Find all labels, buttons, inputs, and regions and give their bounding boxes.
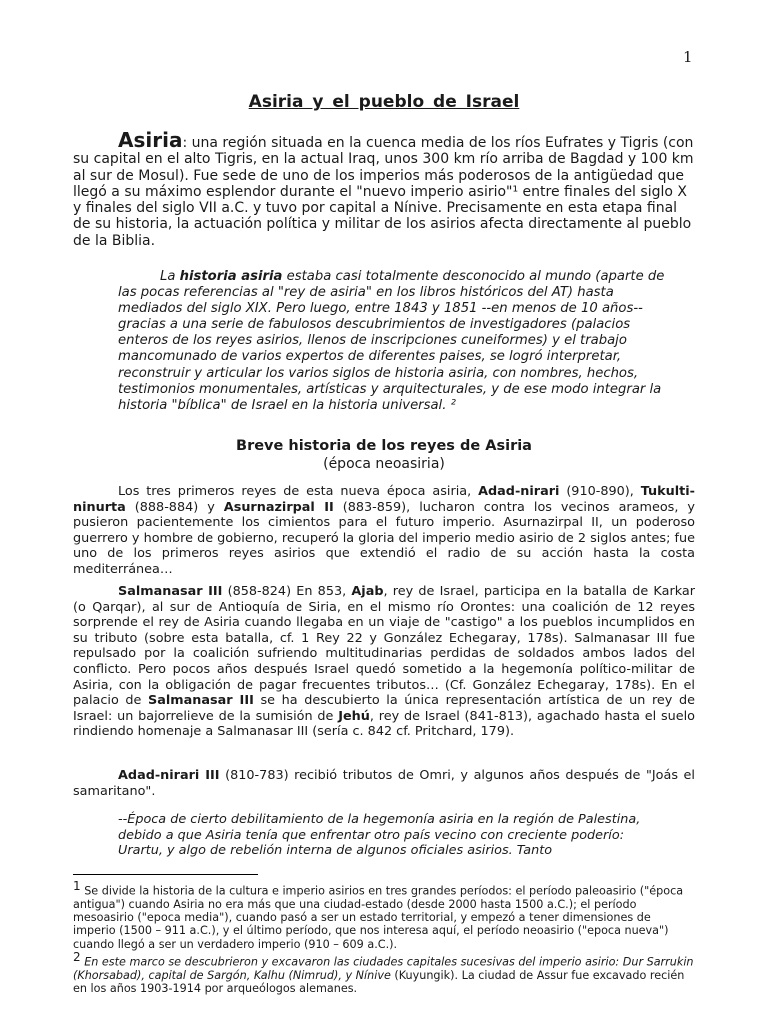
p1-text-g: (883-859), lucharon contra los vecinos arameos, y pusieron pacientemente los cimientos para el futuro imperio. Asurnazirpal II, un poderoso guerrero y hombre de gobierno, recuperó la gloria del imperio medio asirio de 2 siglos antes; fue uno de los primeros reyes asirios que extendió el radio de su acción hasta la costa mediterránea… <box>73 499 695 577</box>
intro-term: Asiria <box>118 128 183 152</box>
p1-text-e: (888-884) y <box>125 499 224 515</box>
page-title: Asiria y el pueblo de Israel <box>248 92 520 112</box>
p2-king-ajab: Ajab <box>351 584 384 599</box>
intro-paragraph <box>73 128 695 249</box>
footnote-2-italic-text: En este marco se descubrieron y excavaron las ciudades capitales sucesivas del imperio asirio: Dur Sarrukin (Khorsabad), capital de Sargón, Kalhu (Nimrud), y Nínive <box>73 955 694 982</box>
p1-king-tukulti-ninurta: Tukulti-ninurta <box>73 484 695 515</box>
footnote-1 <box>73 880 695 951</box>
quote-text: estaba casi totalmente desconocido al mundo (aparte de las pocas referencias al "rey de asiria" en los libros históricos del AT) hasta mediados del siglo XIX. Pero luego, entre 1843 y 1851 --en menos de 10 años--gracias a una serie de fabulosos descubrimientos de investigadores (palacios enteros de los reyes asirios, llenos de inscripciones cuneiformes) y el trabajo mancomunado de varios expertos de diferentes paises, se logró interpretar, reconstruir y articular los varios siglos de historia asiria, con nombres, hechos, testimonios monumentales, artísticas y arquitecturales, y de ese modo integrar la historia "bíblica" de Israel en la historia universal. ² <box>118 269 665 413</box>
paragraph-weakening-era: --Época de cierto debilitamiento de la hegemonía asiria en la región de Palestina, debido a que Asiria tenía que enfrentar otro país vecino con creciente poderío: Urartu, y algo de rebelión interna de algunos oficiales asirios. Tanto <box>118 812 641 859</box>
p1-king-asurnazirpal: Asurnazirpal II <box>223 499 334 515</box>
paragraph-adad-nirari-iii <box>73 768 695 799</box>
p1-text-a: Los tres primeros reyes de esta nueva época asiria, <box>118 484 479 499</box>
p2-king-jehu: Jehú <box>338 708 370 724</box>
intro-text: : una región situada en la cuenca media de los ríos Eufrates y Tigris (con su capital en el alto Tigris, en la actual Iraq, unos 300 km río arriba de Bagdad y 100 km al sur de Mosul). Fue sede de uno de los imperios más poderosos de la antigüedad que llegó a su máximo esplendor durante el "nuevo imperio asirio"¹ entre finales del siglo X y finales del siglo VII a.C. y tuvo por capital a Nínive. Precisamente en esta etapa final de su historia, la actuación política y militar de los asirios afecta directamente al pueblo de la Biblia. <box>73 135 694 249</box>
p2-king-salmanasar-2: Salmanasar III <box>148 693 254 709</box>
p1-king-adad-nirari: Adad-nirari <box>478 484 560 499</box>
quote-lead: La <box>160 269 180 284</box>
footnote-2-marker: 2 <box>73 950 81 964</box>
p2-text-b: (858-824) En 853, <box>222 584 352 599</box>
p2-king-salmanasar: Salmanasar III <box>118 584 223 599</box>
page-number: 1 <box>683 48 693 66</box>
footnote-2 <box>73 951 695 995</box>
footnote-2-text: (Kuyungik). La ciudad de Assur fue excavado recién en los años 1903-1914 por arqueólogos alemanes. <box>73 968 685 996</box>
p2-text-f: se ha descubierto la única representación artística de un rey de Israel: un bajorrelieve de la sumisión de <box>73 693 695 724</box>
quote-paragraph <box>118 269 666 414</box>
p3-text-b: (810-783) recibió tributos de Omri, y algunos años después de "Joás el samaritano". <box>73 768 695 799</box>
quote-term: historia asiria <box>179 269 283 284</box>
footnote-1-text: Se divide la historia de la cultura e imperio asirios en tres grandes períodos: el período paleoasirio ("época antigua") cuando Asiria no era más que una ciudad-estado (desde 2000 hasta 1500 a.C.); el período mesoasirio ("epoca media"), cuando pasó a ser un estado territorial, y empezó a tener dimensiones de imperio (1500 – 911 a.C.), y el último período, que nos interesa aquí, el período neoasirio ("epoca nueva") cuando llegó a ser un verdadero imperio (910 – 609 a.C.). <box>73 884 684 951</box>
footnote-1-marker: 1 <box>73 879 81 893</box>
section-subtitle: (época neoasiria) <box>323 456 445 472</box>
p2-text-d: , rey de Israel, participa en la batalla de Karkar (o Qarqar), al sur de Antioquía de Siria, en el mismo río Orontes: una coalición de 12 reyes sorprende el rey de Asiria cuando llegaba en un viaje de "castigo" a los pueblos incumplidos en su tributo (sobre esta batalla, cf. 1 Rey 22 y González Echegaray, 178s). Salmanasar III fue repulsado por la coalición sufriendo multitudinarias perdidas de soldados ambos lados del conflicto. Pero pocos años después Israel quedó sometido a la hegemonía político-militar de Asiria, con la obligación de pagar frecuentes tributos… (Cf. González Echegaray, 178s). En el palacio de <box>73 584 695 709</box>
section-title: Breve historia de los reyes de Asiria <box>236 438 532 454</box>
p3-king-adad-nirari-iii: Adad-nirari III <box>118 768 220 783</box>
paragraph-first-kings <box>73 484 695 578</box>
paragraph-salmanasar <box>73 584 695 740</box>
p2-text-h: , rey de Israel (841-813), agachado hasta el suelo rindiendo homenaje a Salmanasar III (sería c. 842 cf. Pritchard, 179). <box>73 708 696 740</box>
footnote-separator <box>73 874 258 875</box>
p1-text-c: (910-890), <box>559 484 641 499</box>
